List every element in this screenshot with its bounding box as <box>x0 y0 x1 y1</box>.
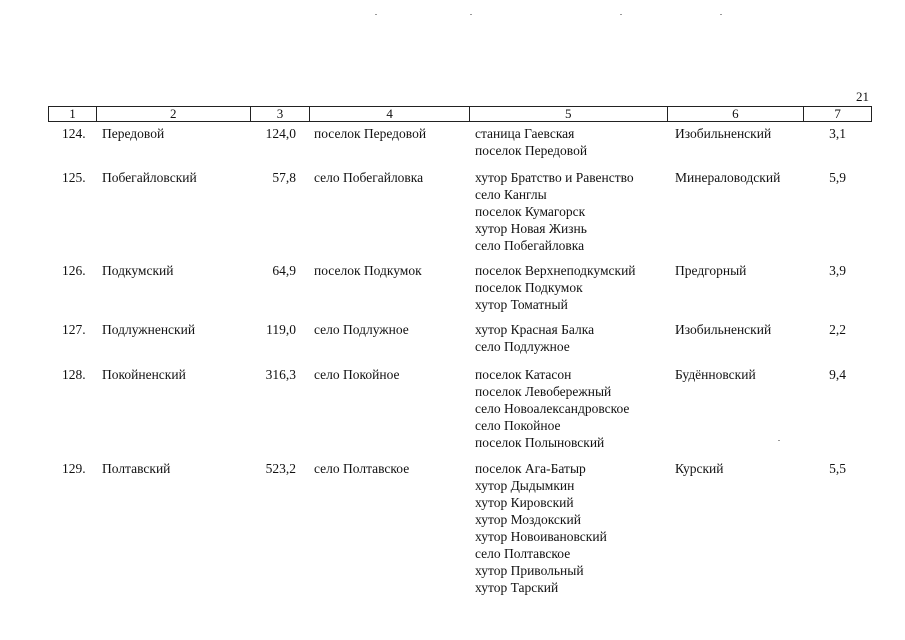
distance-value: 5,5 <box>829 461 846 476</box>
distance-value: 2,2 <box>829 322 846 337</box>
distance-value: 9,4 <box>829 367 846 382</box>
page-number: 21 <box>856 89 869 104</box>
settlement: хутор Новая Жизнь <box>475 221 587 236</box>
header-col-7: 7 <box>834 106 841 121</box>
district-name: Курский <box>675 461 724 476</box>
municipality-name: Подлужненский <box>102 322 196 337</box>
area-value: 64,9 <box>272 263 296 278</box>
distance-value: 5,9 <box>829 170 846 185</box>
distance-value: 3,1 <box>829 126 846 141</box>
settlements-list <box>475 169 634 254</box>
district-name: Изобильненский <box>675 126 772 141</box>
scan-artifact <box>620 14 622 15</box>
settlement: хутор Томатный <box>475 297 568 312</box>
settlements-list <box>475 262 636 313</box>
settlement: село Канглы <box>475 187 547 202</box>
settlement: хутор Кировский <box>475 495 574 510</box>
settlement: поселок Передовой <box>475 143 588 158</box>
scan-artifact <box>778 440 780 441</box>
settlement: село Полтавское <box>475 546 571 561</box>
admin-center: село Полтавское <box>314 461 410 476</box>
settlements-list <box>475 460 607 596</box>
settlement: поселок Левобережный <box>475 384 612 399</box>
row-number: 125. <box>62 170 86 185</box>
admin-center: село Покойное <box>314 367 400 382</box>
settlement: поселок Полыновский <box>475 435 605 450</box>
settlement: поселок Катасон <box>475 367 572 382</box>
district-name: Предгорный <box>675 263 747 278</box>
scan-artifact <box>720 14 722 15</box>
area-value: 124,0 <box>265 126 296 141</box>
table-header <box>48 106 872 122</box>
area-value: 57,8 <box>272 170 296 185</box>
area-value: 316,3 <box>265 367 296 382</box>
admin-center: село Подлужное <box>314 322 409 337</box>
municipality-name: Покойненский <box>102 367 186 382</box>
area-value: 523,2 <box>265 461 296 476</box>
settlement: хутор Тарский <box>475 580 559 595</box>
admin-center: поселок Передовой <box>314 126 427 141</box>
row-number: 127. <box>62 322 86 337</box>
distance-value: 3,9 <box>829 263 846 278</box>
header-col-1: 1 <box>49 107 97 121</box>
municipality-name: Полтавский <box>102 461 171 476</box>
scan-artifact <box>375 14 377 15</box>
header-col-3: 3 <box>251 107 311 121</box>
header-col-5: 5 <box>470 107 668 121</box>
municipality-name: Подкумский <box>102 263 174 278</box>
row-number: 129. <box>62 461 86 476</box>
settlements-list <box>475 366 629 451</box>
settlements-list <box>475 321 594 355</box>
settlement: село Побегайловка <box>475 238 585 253</box>
header-col-4: 4 <box>310 107 470 121</box>
settlement: станица Гаевская <box>475 126 575 141</box>
row-number: 124. <box>62 126 86 141</box>
settlement: поселок Подкумок <box>475 280 583 295</box>
municipality-name: Побегайловский <box>102 170 197 185</box>
district-name: Минераловодский <box>675 170 781 185</box>
municipality-name: Передовой <box>102 126 165 141</box>
settlement: поселок Ага-Батыр <box>475 461 586 476</box>
settlement: хутор Дыдымкин <box>475 478 575 493</box>
scan-artifact <box>470 14 472 15</box>
admin-center: поселок Подкумок <box>314 263 422 278</box>
settlement: хутор Новоивановский <box>475 529 607 544</box>
settlement: хутор Братство и Равенство <box>475 170 634 185</box>
district-name: Изобильненский <box>675 322 772 337</box>
row-number: 128. <box>62 367 86 382</box>
admin-center: село Побегайловка <box>314 170 424 185</box>
settlement: хутор Красная Балка <box>475 322 595 337</box>
settlement: поселок Кумагорск <box>475 204 586 219</box>
row-number: 126. <box>62 263 86 278</box>
settlement: хутор Моздокский <box>475 512 581 527</box>
settlement: поселок Верхнеподкумский <box>475 263 636 278</box>
header-col-2: 2 <box>97 107 251 121</box>
settlement: село Подлужное <box>475 339 570 354</box>
settlement: село Покойное <box>475 418 561 433</box>
district-name: Будённовский <box>675 367 756 382</box>
settlement: хутор Привольный <box>475 563 584 578</box>
header-col-6: 6 <box>668 107 805 121</box>
settlements-list <box>475 125 587 159</box>
settlement: село Новоалександровское <box>475 401 630 416</box>
area-value: 119,0 <box>266 322 296 337</box>
